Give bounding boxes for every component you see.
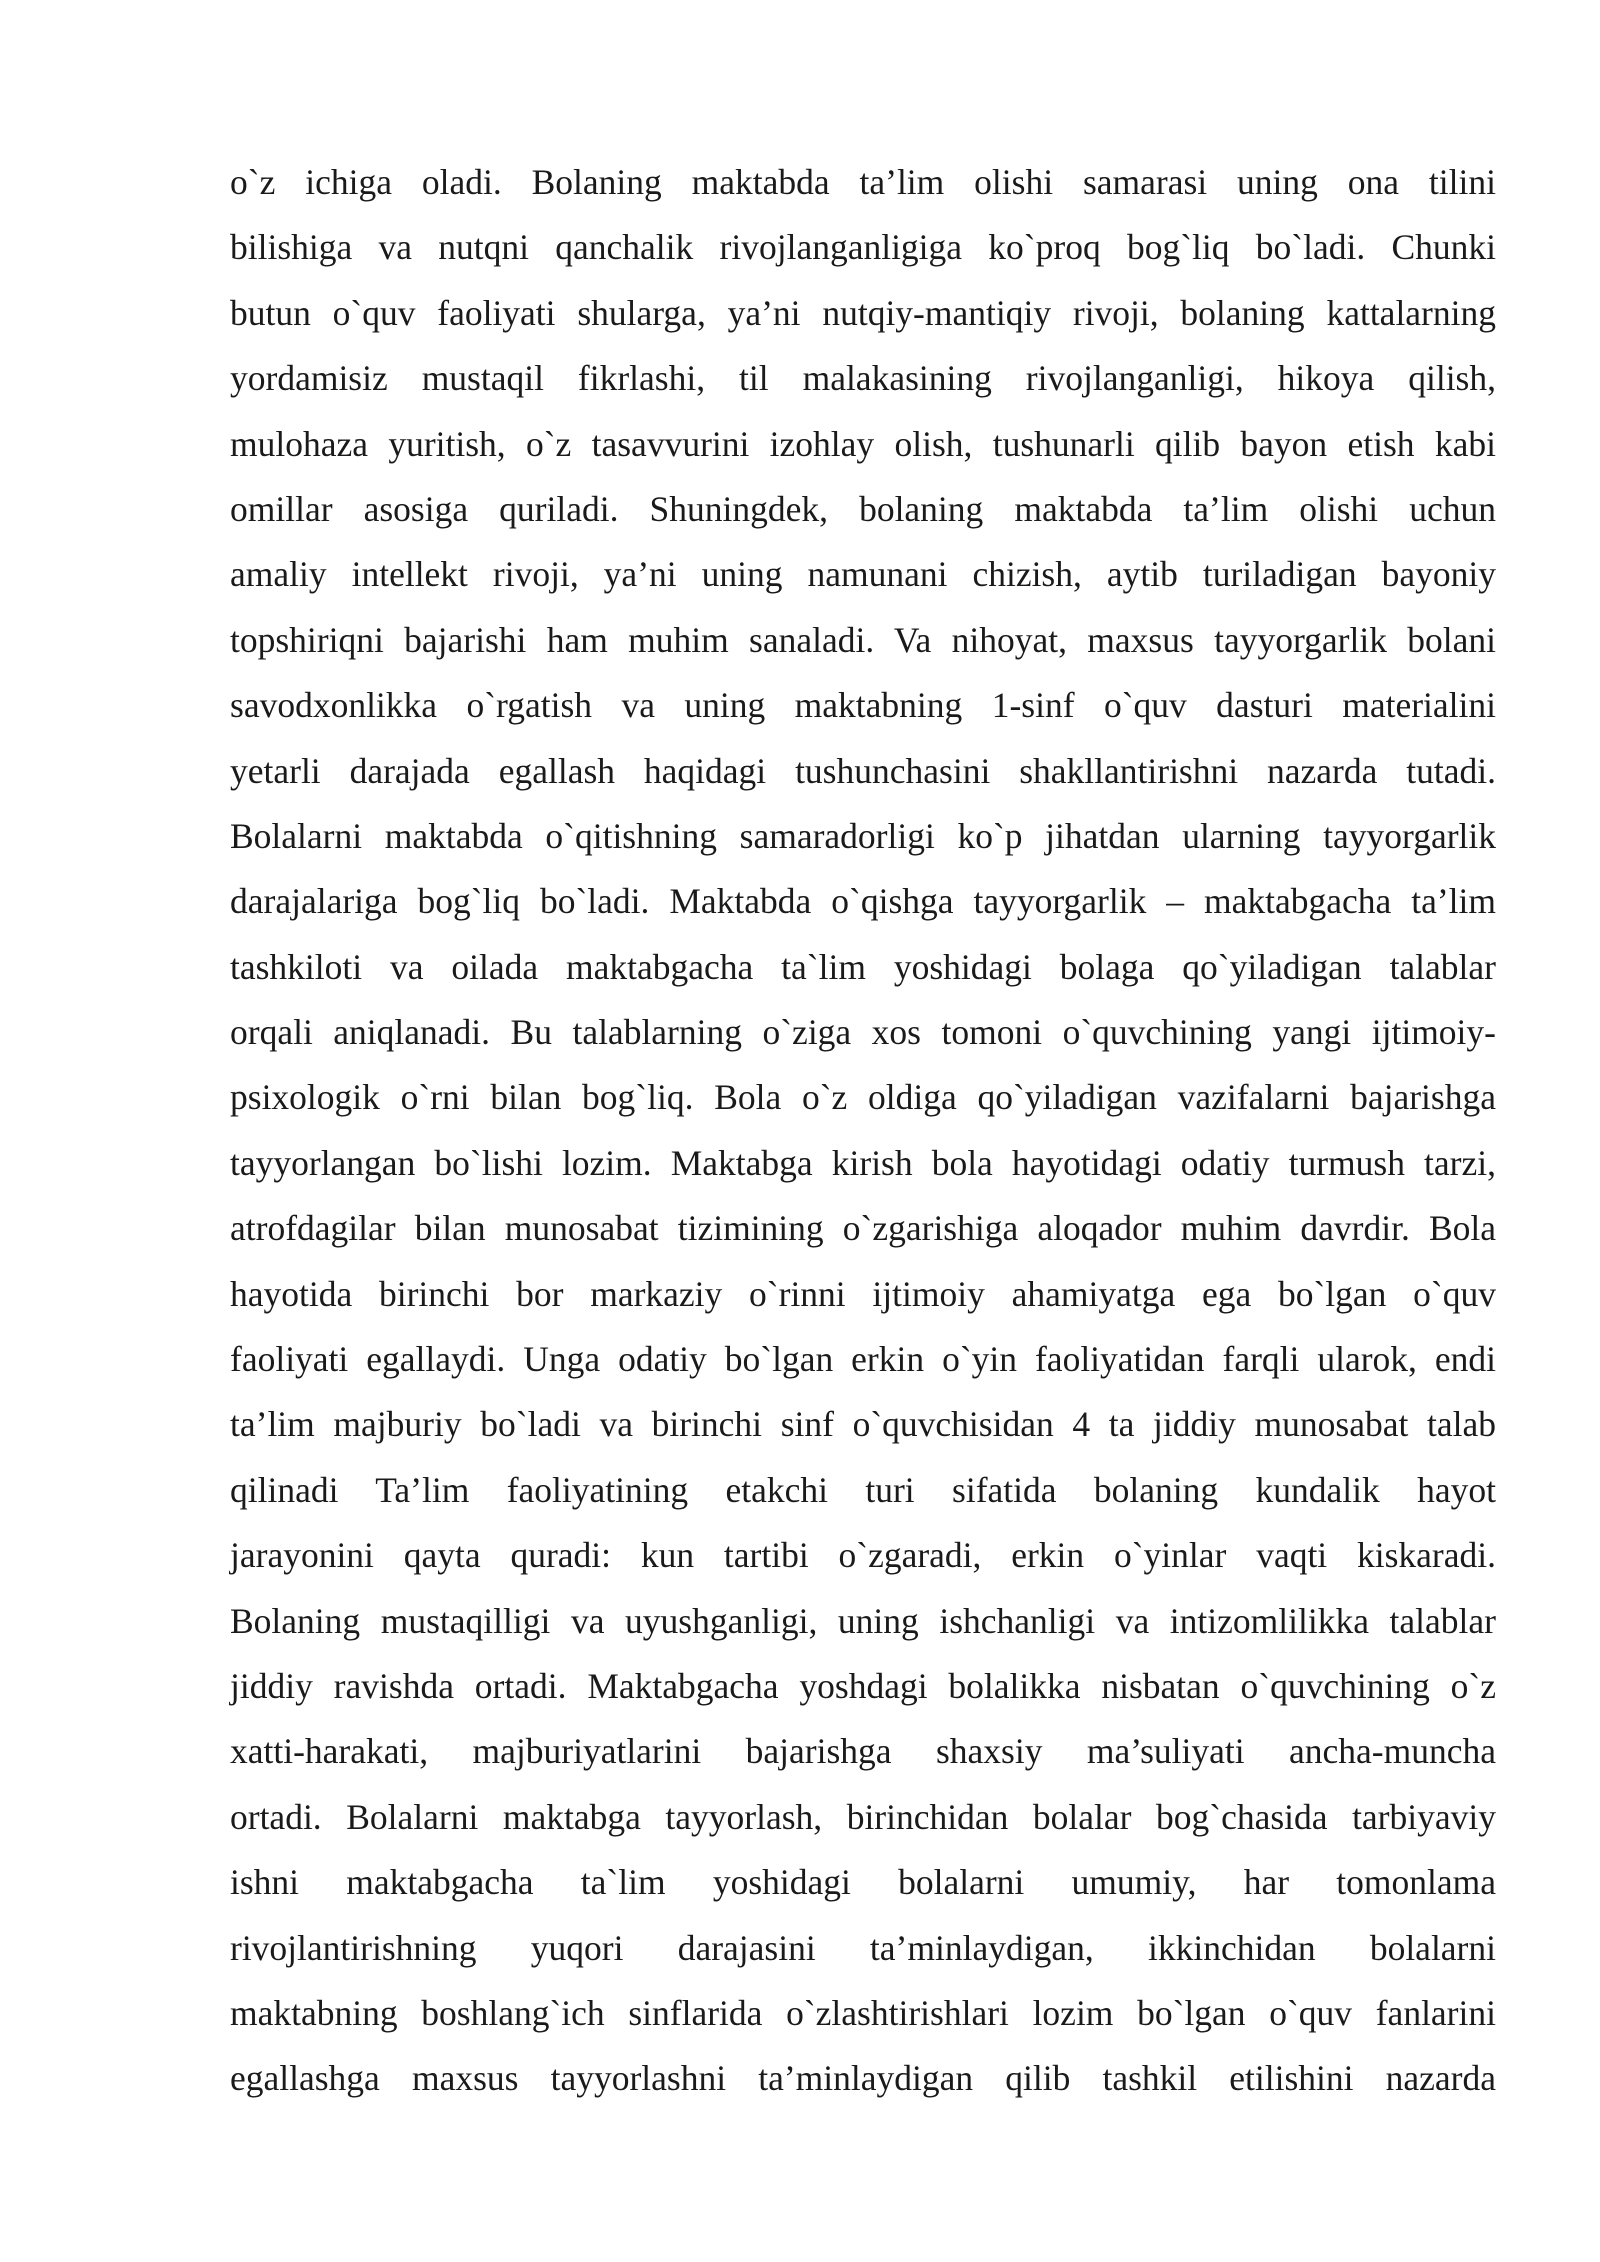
text-line: hayotida birinchi bor markaziy o`rinni ijtimoiy ahamiyatga ega bo`lgan o`quv bbox=[230, 1273, 1496, 1314]
text-line: o`z ichiga oladi. Bolaning maktabda ta’lim olishi samarasi uning ona tilini bbox=[230, 162, 1496, 202]
text-line: Bolaning mustaqilligi va uyushganligi, uning ishchanligi va intizomlilikka talablar bbox=[230, 1600, 1496, 1641]
text-line: tayyorlangan bo`lishi lozim. Maktabga kirish bola hayotidagi odatiy turmush tarzi, bbox=[230, 1142, 1496, 1183]
text-line: omillar asosiga quriladi. Shuningdek, bolaning maktabda ta’lim olishi uchun bbox=[230, 488, 1496, 529]
text-line: ta’lim majburiy bo`ladi va birinchi sinf o`quvchisidan 4 ta jiddiy munosabat talab bbox=[230, 1404, 1496, 1445]
text-line: darajalariga bog`liq bo`ladi. Maktabda o`qishga tayyorgarlik – maktabgacha ta’lim bbox=[230, 881, 1496, 922]
text-line: savodxonlikka o`rgatish va uning maktabning 1-sinf o`quv dasturi materialini bbox=[230, 685, 1496, 726]
text-line: atrofdagilar bilan munosabat tizimining o`zgarishiga aloqador muhim davrdir. Bola bbox=[230, 1208, 1496, 1249]
text-line: Bolalarni maktabda o`qitishning samaradorligi ko`p jihatdan ularning tayyorgarlik bbox=[230, 815, 1496, 856]
text-line: faoliyati egallaydi. Unga odatiy bo`lgan erkin o`yin faoliyatidan farqli ularok, endi bbox=[230, 1339, 1496, 1380]
text-line: yetarli darajada egallash haqidagi tushunchasini shakllantirishni nazarda tutadi. bbox=[230, 750, 1496, 791]
text-line: qilinadi Ta’lim faoliyatining etakchi turi sifatida bolaning kundalik hayot bbox=[230, 1469, 1496, 1510]
text-line: xatti-harakati, majburiyatlarini bajarishga shaxsiy ma’suliyati ancha-muncha bbox=[230, 1731, 1496, 1772]
text-line: tashkiloti va oilada maktabgacha ta`lim yoshidagi bolaga qo`yiladigan talablar bbox=[230, 946, 1496, 987]
text-line: amaliy intellekt rivoji, ya’ni uning namunani chizish, aytib turiladigan bayoniy bbox=[230, 554, 1496, 595]
text-line: egallashga maxsus tayyorlashni ta’minlaydigan qilib tashkil etilishini nazarda bbox=[230, 2058, 1496, 2099]
text-line: jarayonini qayta quradi: kun tartibi o`zgaradi, erkin o`yinlar vaqti kiskaradi. bbox=[230, 1535, 1496, 1576]
text-line: jiddiy ravishda ortadi. Maktabgacha yoshdagi bolalikka nisbatan o`quvchining o`z bbox=[230, 1665, 1496, 1706]
text-line: maktabning boshlang`ich sinflarida o`zlashtirishlari lozim bo`lgan o`quv fanlarini bbox=[230, 1992, 1496, 2033]
text-line: mulohaza yuritish, o`z tasavvurini izohlay olish, tushunarli qilib bayon etish kabi bbox=[230, 423, 1496, 464]
text-line: bilishiga va nutqni qanchalik rivojlanganligiga ko`proq bog`liq bo`ladi. Chunki bbox=[230, 227, 1496, 268]
text-line: rivojlantirishning yuqori darajasini ta’minlaydigan, ikkinchidan bolalarni bbox=[230, 1927, 1496, 1968]
text-line: ishni maktabgacha ta`lim yoshidagi bolalarni umumiy, har tomonlama bbox=[230, 1862, 1496, 1903]
text-line: butun o`quv faoliyati shularga, ya’ni nutqiy-mantiqiy rivoji, bolaning kattalarning bbox=[230, 292, 1496, 333]
text-line: yordamisiz mustaqil fikrlashi, til malakasining rivojlanganligi, hikoya qilish, bbox=[230, 358, 1496, 399]
body-paragraph bbox=[230, 150, 1496, 2112]
text-line: orqali aniqlanadi. Bu talablarning o`ziga xos tomoni o`quvchining yangi ijtimoiy- bbox=[230, 1012, 1496, 1053]
text-line: topshiriqni bajarishi ham muhim sanaladi. Va nihoyat, maxsus tayyorgarlik bolani bbox=[230, 619, 1496, 660]
text-line: ortadi. Bolalarni maktabga tayyorlash, birinchidan bolalar bog`chasida tarbiyaviy bbox=[230, 1796, 1496, 1837]
text-line: psixologik o`rni bilan bog`liq. Bola o`z oldiga qo`yiladigan vazifalarni bajarishga bbox=[230, 1077, 1496, 1118]
